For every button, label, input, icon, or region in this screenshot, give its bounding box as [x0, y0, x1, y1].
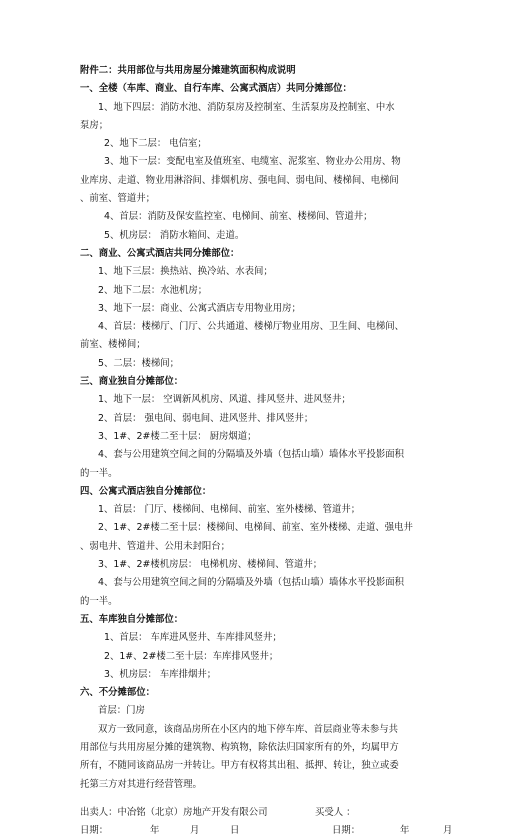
spacer	[80, 794, 471, 804]
buyer-label: 买受人 ：	[315, 806, 356, 818]
year-label-seller: 年	[150, 825, 160, 837]
section-item: 3、1#、2#楼机房层： 电梯机房、楼梯间、管道井；	[98, 559, 323, 571]
section-item: 2、地下二层： 电信室；	[104, 138, 207, 150]
section-heading: 四、公寓式酒店独自分摊部位：	[80, 485, 212, 497]
section-item: 首层：门房	[98, 705, 145, 717]
section-item: 4、套与公用建筑空间之间的分隔墙及外墙（包括山墙）墙体水平投影面积	[98, 577, 404, 589]
section-item: 2、1#、2#楼二至十层：楼梯间、电梯间、前室、室外楼梯、走道、强电井	[98, 522, 413, 534]
section-item: 的一半。	[80, 467, 118, 479]
section-item: 、弱电井、管道井、公用未封阳台；	[80, 540, 231, 552]
section-item: 泵房；	[80, 119, 109, 131]
date-label-buyer: 日期：	[332, 825, 361, 837]
section-item: 1、首层： 门厅、楼梯间、电梯间、前室、室外楼梯、管道井；	[98, 504, 361, 516]
section-heading: 二、商业、公寓式酒店共同分摊部位：	[80, 247, 240, 259]
section-item: 前室、楼梯间；	[80, 339, 146, 351]
section-heading: 一、全楼（车库、商业、自行车库、公寓式酒店）共同分摊部位：	[80, 83, 352, 95]
section-item: 2、地下二层：水池机房；	[98, 284, 208, 296]
section-item: 的一半。	[80, 595, 118, 607]
section-item: 业库房、走道、物业用淋浴间、排烟机房、强电间、弱电间、楼梯间、电梯间	[80, 174, 399, 186]
paragraph-line: 托第三方对其进行经营管理。	[80, 778, 202, 790]
paragraph-line: 所有，不随同该商品房一并转让。甲方有权将其出租、抵押、转让，独立或委	[80, 760, 399, 772]
section-heading: 三、商业独自分摊部位：	[80, 376, 184, 388]
document-title: 附件二：共用部位与共用房屋分摊建筑面积构成说明	[80, 65, 296, 76]
section-item: 1、地下一层： 空调新风机房、风道、排风竖井、进风竖井；	[98, 394, 351, 406]
section-item: 5、机房层： 消防水箱间、走道。	[104, 229, 245, 241]
section-item: 2、首层： 强电间、弱电间、进风竖井、排风竖井；	[98, 412, 314, 424]
month-label-buyer: 月	[443, 825, 453, 837]
agreement-paragraph	[80, 721, 471, 794]
paragraph-line: 双方一致同意，该商品房所在小区内的地下停车库、首层商业等未参与共	[98, 723, 399, 735]
section-heading: 六、不分摊部位：	[80, 687, 156, 699]
sections-container	[80, 80, 471, 720]
section-item: 4、套与公用建筑空间之间的分隔墙及外墙（包括山墙）墙体水平投影面积	[98, 449, 404, 461]
year-label-buyer: 年	[400, 825, 410, 837]
section-item: 5、二层：楼梯间；	[98, 357, 179, 369]
section-item: 3、机房层： 车库排烟井；	[104, 668, 217, 680]
date-label-seller: 日期：	[80, 825, 109, 837]
section-item: 3、1#、2#楼二至十层： 厨房烟道；	[98, 430, 257, 442]
section-item: 2、1#、2#楼二至十层：车库排风竖井；	[104, 650, 279, 662]
signature-row	[80, 804, 471, 822]
section-item: 1、首层： 车库进风竖井、车库排风竖井；	[104, 632, 282, 644]
section-item: 4、首层：楼梯厅、门厅、公共通道、楼梯厅物业用房、卫生间、电梯间、	[98, 321, 404, 333]
section-heading: 五、车库独自分摊部位：	[80, 613, 184, 625]
section-item: 3、地下一层：商业、公寓式酒店专用物业用房；	[98, 302, 301, 314]
section-item: 3、地下一层：变配电室及值班室、电缆室、泥浆室、物业办公用房、物	[104, 156, 401, 168]
seller-label: 出卖人：中冶铭（北京）房地产开发有限公司	[80, 806, 268, 818]
day-label-seller: 日	[230, 825, 240, 837]
section-item: 、前室、管道井；	[80, 193, 156, 205]
date-row	[80, 822, 471, 840]
section-item: 4、首层：消防及保安监控室、电梯间、前室、楼梯间、管道井；	[104, 211, 373, 223]
month-label-seller: 月	[190, 825, 200, 837]
section-item: 1、地下三层：换热站、换冷站、水表间；	[98, 266, 273, 278]
paragraph-line: 用部位与共用房屋分摊的建筑物、构筑物，除依法归国家所有的外，均属甲方	[80, 741, 399, 753]
section-item: 1、地下四层：消防水池、消防泵房及控制室、生活泵房及控制室、中水	[98, 101, 395, 113]
